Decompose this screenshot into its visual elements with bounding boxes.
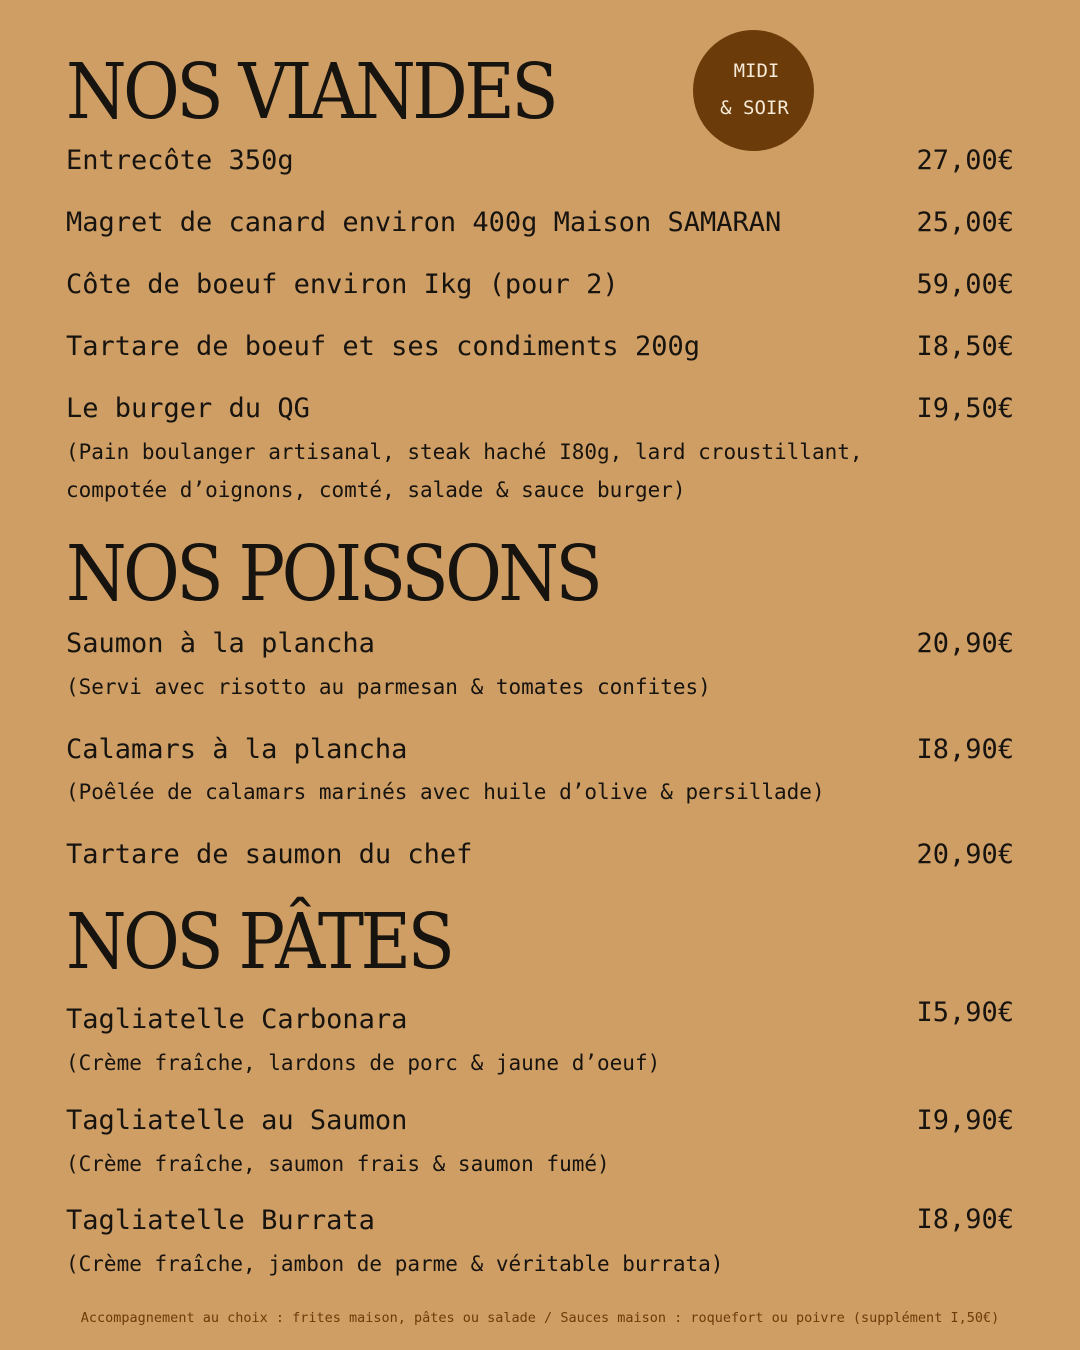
menu-item-name: Saumon à la plancha bbox=[66, 628, 375, 659]
menu-item-name: Entrecôte 350g bbox=[66, 145, 294, 176]
menu-item-name: Tagliatelle au Saumon bbox=[66, 1105, 408, 1136]
menu-item-price: 20,90€ bbox=[916, 839, 1014, 870]
menu-item-price: I8,90€ bbox=[916, 1204, 1014, 1235]
section-title-poissons: NOS POISSONS bbox=[66, 530, 600, 619]
menu-item-description: (Servi avec risotto au parmesan & tomates confites) bbox=[66, 675, 711, 699]
menu-item-price: I9,90€ bbox=[916, 1105, 1014, 1136]
menu-item-price: 27,00€ bbox=[916, 145, 1014, 176]
menu-item-description: (Crème fraîche, jambon de parme & véritable burrata) bbox=[66, 1252, 724, 1276]
menu-item-description: (Pain boulanger artisanal, steak haché I80g, lard croustillant, bbox=[66, 440, 863, 464]
menu-item-price: 25,00€ bbox=[916, 207, 1014, 238]
midi-soir-badge bbox=[693, 30, 814, 151]
menu-item-price: 59,00€ bbox=[916, 269, 1014, 300]
menu-item-name: Tartare de boeuf et ses condiments 200g bbox=[66, 331, 700, 362]
menu-item-name: Le burger du QG bbox=[66, 393, 310, 424]
menu-item-name: Magret de canard environ 400g Maison SAMARAN bbox=[66, 207, 782, 238]
section-title-viandes: NOS VIANDES bbox=[66, 48, 556, 137]
badge-line-2: & SOIR bbox=[720, 97, 789, 119]
menu-item-name: Tagliatelle Carbonara bbox=[66, 1004, 408, 1035]
menu-item-name: Calamars à la plancha bbox=[66, 734, 408, 765]
badge-line-1: MIDI bbox=[733, 60, 780, 82]
menu-item-price: I5,90€ bbox=[916, 997, 1014, 1028]
menu-item-name: Tagliatelle Burrata bbox=[66, 1205, 375, 1236]
menu-item-name: Tartare de saumon du chef bbox=[66, 839, 473, 870]
menu-item-name: Côte de boeuf environ Ikg (pour 2) bbox=[66, 269, 619, 300]
menu-item-description: (Crème fraîche, saumon frais & saumon fumé) bbox=[66, 1152, 610, 1176]
menu-item-price: I9,50€ bbox=[916, 393, 1014, 424]
menu-item-description: compotée d’oignons, comté, salade & sauce burger) bbox=[66, 478, 686, 502]
menu-item-price: I8,90€ bbox=[916, 734, 1014, 765]
footer-note: Accompagnement au choix : frites maison, pâtes ou salade / Sauces maison : roquefort ou poivre (supplément I,50€) bbox=[80, 1310, 1000, 1326]
section-title-pates: NOS PÂTES bbox=[66, 898, 452, 987]
menu-item-price: 20,90€ bbox=[916, 628, 1014, 659]
menu-item-price: I8,50€ bbox=[916, 331, 1014, 362]
menu-item-description: (Poêlée de calamars marinés avec huile d’olive & persillade) bbox=[66, 780, 825, 804]
menu-item-description: (Crème fraîche, lardons de porc & jaune d’oeuf) bbox=[66, 1051, 661, 1075]
